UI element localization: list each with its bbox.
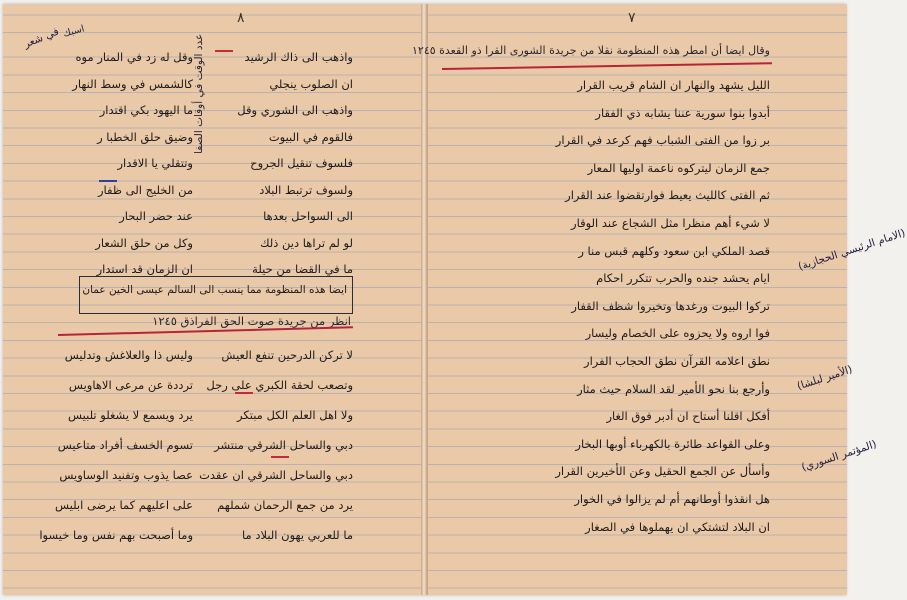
poem-line: ايام يحشد جنده والحرب تتكرر احكام — [596, 271, 770, 286]
margin-note: (المؤتمر السوري) — [800, 438, 879, 474]
verse-first-half: دبي والساحل الشرقي ان عقدت — [199, 468, 353, 482]
verse-second-half: يرد ويسمع لا يشغلو تلبيس — [68, 408, 193, 422]
verse-first-half: ان الصلوب ينجلي — [269, 76, 353, 91]
red-mark — [235, 392, 253, 394]
verse-first-half: وتصعب لحقة الكبري على رجل — [206, 378, 353, 392]
margin-label: اسبك — [61, 23, 86, 40]
right-page — [412, 4, 907, 595]
verse-first-half: واذهب الى ذاك الرشيد — [244, 50, 353, 64]
poem-line: أبدوا بنوا سورية عننا يشابه ذي الفقار — [595, 105, 770, 120]
page-heading: وقال ايضا أن امطر هذه المنظومة نقلا من جريدة الشورى القرا ذو القعدة ١٢٤٥ — [412, 44, 770, 57]
verse-second-half: عصا يذوب وتفنيد الوساويس — [59, 468, 193, 482]
verse-first-half: ما في القضا من حيلة — [252, 262, 353, 276]
notebook-spread — [3, 4, 907, 595]
poem-line: ان البلاد لتشتكي ان يهملوها في الصغار — [585, 519, 770, 534]
verse-second-half: ترددة عن مرعى الاهاويس — [68, 378, 193, 392]
verse-first-half: فلسوف تنقيل الجروح — [250, 156, 353, 170]
verse-first-half: الى السواحل بعدها — [263, 209, 353, 223]
verse-first-half: ولسوف ترتبط البلاد — [259, 182, 353, 197]
margin-label: في شعر — [22, 25, 61, 51]
verse-second-half: وضيق حلق الخطبا ر — [97, 129, 193, 144]
poem-line: قصد الملكي ابن سعود وكلهم قبس منا ر — [578, 243, 770, 258]
page-number: ٧ — [628, 10, 636, 26]
verse-second-half: من الخليج الى ظفار — [97, 182, 193, 197]
poem-line: وأسأل عن الجمع الحقيل وعن الأخيرين القرار — [555, 464, 770, 479]
poem-line: وعلى القواعد طائرة بالكهرباء أوبها البخار — [575, 436, 770, 451]
margin-note: (الأمير لبلشا) — [795, 363, 854, 393]
poem-line: أفكل اقلنا أستاح ان أدبر فوق الغار — [606, 409, 770, 424]
section-title: انظر من جريدة صوت الحق الفراذق ١٢٤٥ — [152, 314, 351, 328]
verse-second-half: تسوم الخسف أفراد متاعيس — [57, 438, 193, 452]
left-page — [3, 4, 422, 595]
verse-second-half: وما أصبحت بهم نفس وما خيسوا — [39, 528, 193, 542]
verse-second-half: ان الزمان قد استدار — [96, 262, 193, 276]
verse-first-half: ولا اهل العلم الكل مبتكر — [237, 408, 353, 422]
poem-line: الليل يشهد والنهار ان الشام قريب القرار — [577, 78, 770, 92]
verse-first-half: واذهب الى الشوري وقل — [237, 103, 353, 117]
verse-second-half: وقل له زد في المنار موه — [75, 50, 193, 64]
verse-first-half: لو لم تراها دين ذلك — [260, 235, 353, 250]
red-mark — [215, 50, 233, 52]
verse-second-half: كالشمس في وسط النهار — [72, 76, 193, 91]
poem-line: لا شيء أهم منظرا مثل الشجاع عند الوقار — [571, 216, 770, 230]
boxed-title: ايضا هذه المنظومة مما ينسب الى السالم عيسى الخين عمان — [82, 284, 347, 296]
poem-line: جمع الزمان ليتركوه ناعمة اوليها المعار — [587, 160, 770, 175]
margin-note: (الامام الرئيسي الحجازية) — [796, 227, 907, 273]
poem-line: هل انقذوا أوطانهم أم لم يزالوا في الخوار — [574, 492, 770, 506]
blue-mark — [99, 180, 117, 182]
verse-second-half: ما اليهود بكي اقتدار — [99, 103, 193, 117]
poem-line: وأرجع بنا نحو الأمير لقد السلام حيث مثار — [577, 381, 770, 396]
poem-line: ثم الفتى كالليث يعيط فوارتقضوا عند القرار — [565, 188, 770, 203]
verse-first-half: ما للعربي يهون البلاد ما — [242, 528, 353, 542]
verse-second-half: وليس ذا والعلاغش وتدليس — [64, 348, 193, 362]
red-mark — [271, 456, 289, 458]
side-note: عدد الوقت في أوقات الصفا — [193, 34, 205, 155]
poem-line: فوا اروه ولا يحزوه على الخصام وليسار — [585, 326, 770, 341]
page-number: ٨ — [237, 10, 245, 26]
verse-first-half: دبي والساحل الشرقي منتشر — [214, 438, 353, 452]
poem-line: بر زوا من الفتى الشباب فهم كرعد في القرار — [555, 133, 770, 148]
verse-second-half: وتتقلي يا الاقدار — [117, 156, 193, 170]
poem-line: نطق اعلامه القرآن نطق الحجاب الفرار — [584, 354, 770, 368]
verse-second-half: عند حضر البحار — [119, 209, 193, 223]
verse-second-half: وكل من حلق الشعار — [95, 235, 193, 250]
verse-second-half: على اعليهم كما يرضى ابليس — [54, 498, 193, 512]
verse-first-half: يرد من جمع الرحمان شملهم — [217, 498, 353, 512]
verse-first-half: فالقوم في البيوت — [268, 129, 353, 144]
poem-line: تركوا البيوت ورغدها وتخيروا شظف القفار — [571, 298, 770, 313]
verse-first-half: لا تركن الدرحين تنفع العيش — [221, 348, 353, 362]
red-underline — [442, 62, 772, 70]
